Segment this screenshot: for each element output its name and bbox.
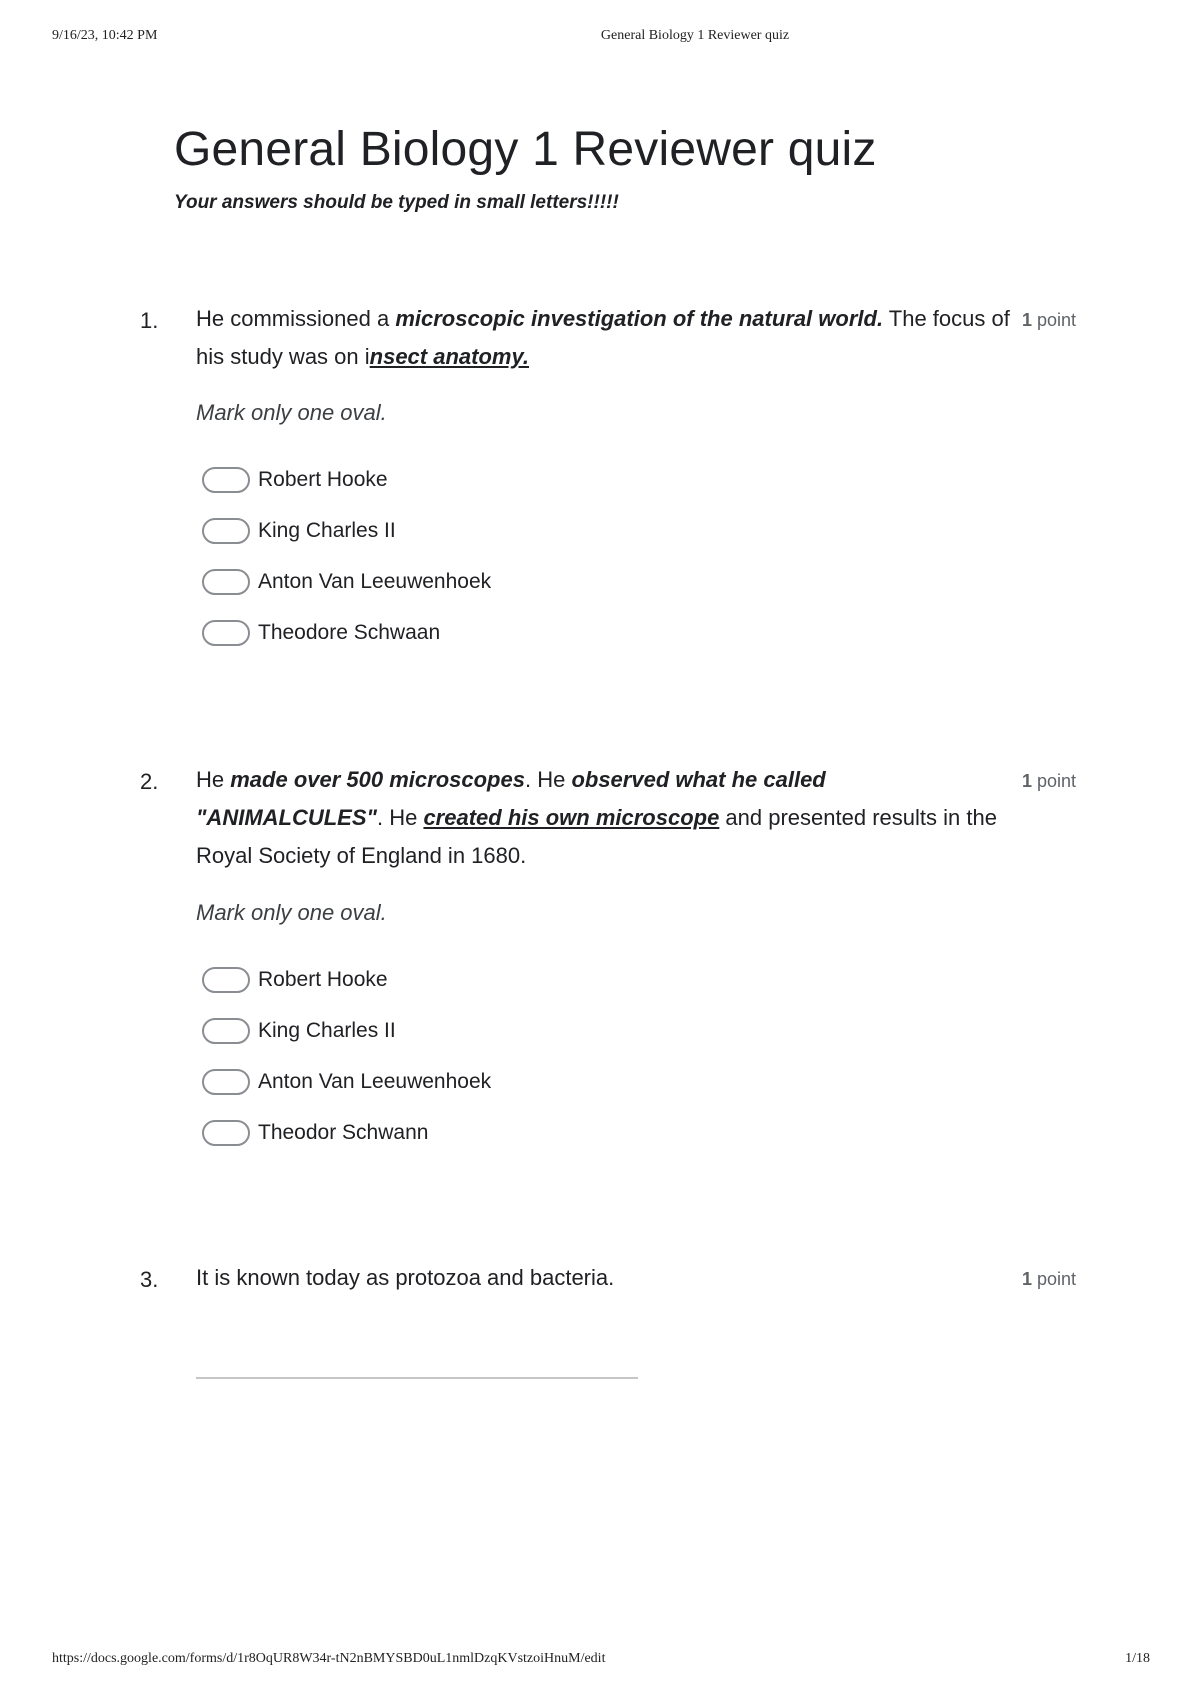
print-header xyxy=(0,28,1200,48)
option-theodor-schwann[interactable] xyxy=(202,1117,428,1149)
points-label: point xyxy=(1031,310,1076,330)
print-url: https://docs.google.com/forms/d/1r8OqUR8W34r-tN2nBMYSBD0uL1nmlDzqKVstzoiHnuM/edit xyxy=(52,1651,606,1666)
question-points xyxy=(1022,1269,1076,1290)
print-footer xyxy=(0,1651,1200,1671)
radio-oval[interactable] xyxy=(202,1120,250,1146)
question-text xyxy=(196,761,1011,875)
question-text-emphasis: microscopic investigation of the natural world. xyxy=(395,306,884,331)
question-number: 1. xyxy=(140,308,159,333)
option-king-charles-ii[interactable] xyxy=(202,1015,396,1047)
radio-oval[interactable] xyxy=(202,1069,250,1095)
radio-oval[interactable] xyxy=(202,518,250,544)
question-text-underlined: created his own microscope xyxy=(423,805,720,830)
mark-only-one-oval: Mark only one oval. xyxy=(196,900,387,925)
option-label: Anton Van Leeuwenhoek xyxy=(258,570,492,593)
question-text-part: He commissioned a xyxy=(196,306,396,331)
option-anton-van-leeuwenhoek[interactable] xyxy=(202,566,491,598)
radio-oval[interactable] xyxy=(202,1018,250,1044)
question-text-part: . He xyxy=(524,767,572,792)
option-label: Theodor Schwann xyxy=(258,1121,429,1144)
option-robert-hooke[interactable] xyxy=(202,464,388,496)
question-text-emphasis: observed what he called "ANIMALCULES" xyxy=(196,767,826,830)
short-answer-field[interactable] xyxy=(196,1377,638,1379)
form-description: Your answers should be typed in small letters!!!!! xyxy=(174,192,619,213)
points-number: 1 xyxy=(1021,310,1032,330)
print-datetime: 9/16/23, 10:42 PM xyxy=(52,28,158,43)
points-number: 1 xyxy=(1021,1269,1032,1289)
points-label: point xyxy=(1031,771,1076,791)
question-text-underlined: nsect anatomy. xyxy=(369,344,529,369)
option-label: Robert Hooke xyxy=(258,468,388,491)
question-text xyxy=(196,300,1011,376)
option-label: Anton Van Leeuwenhoek xyxy=(258,1070,492,1093)
question-points xyxy=(1022,771,1076,792)
option-robert-hooke[interactable] xyxy=(202,964,388,996)
question-3 xyxy=(140,1267,1080,1327)
question-2 xyxy=(140,769,1080,1149)
question-1 xyxy=(140,308,1080,648)
option-label: King Charles II xyxy=(258,519,396,542)
question-text: It is known today as protozoa and bacteria. xyxy=(196,1265,615,1290)
radio-oval[interactable] xyxy=(202,967,250,993)
option-theodore-schwaan[interactable] xyxy=(202,617,440,649)
print-doc-title: General Biology 1 Reviewer quiz xyxy=(600,28,790,43)
radio-oval[interactable] xyxy=(202,620,250,646)
question-text-emphasis: made over 500 microscopes xyxy=(230,767,525,792)
option-anton-van-leeuwenhoek[interactable] xyxy=(202,1066,491,1098)
radio-oval[interactable] xyxy=(202,569,250,595)
mark-only-one-oval: Mark only one oval. xyxy=(196,400,387,425)
option-label: King Charles II xyxy=(258,1019,396,1042)
question-text-part: . He xyxy=(376,805,424,830)
question-text-part: and presented results in the Royal Society of England in 1680. xyxy=(196,805,997,868)
form-title: General Biology 1 Reviewer quiz xyxy=(174,123,877,176)
option-label: Theodore Schwaan xyxy=(258,621,441,644)
points-number: 1 xyxy=(1021,771,1032,791)
question-points xyxy=(1022,310,1076,331)
option-king-charles-ii[interactable] xyxy=(202,515,396,547)
radio-oval[interactable] xyxy=(202,467,250,493)
option-label: Robert Hooke xyxy=(258,968,388,991)
question-text-part: The focus of his study was on i xyxy=(196,306,1010,369)
question-number: 3. xyxy=(140,1267,159,1292)
question-text-part: He xyxy=(196,767,231,792)
points-label: point xyxy=(1031,1269,1076,1289)
print-page-number: 1/18 xyxy=(1125,1651,1150,1666)
question-number: 2. xyxy=(140,769,159,794)
